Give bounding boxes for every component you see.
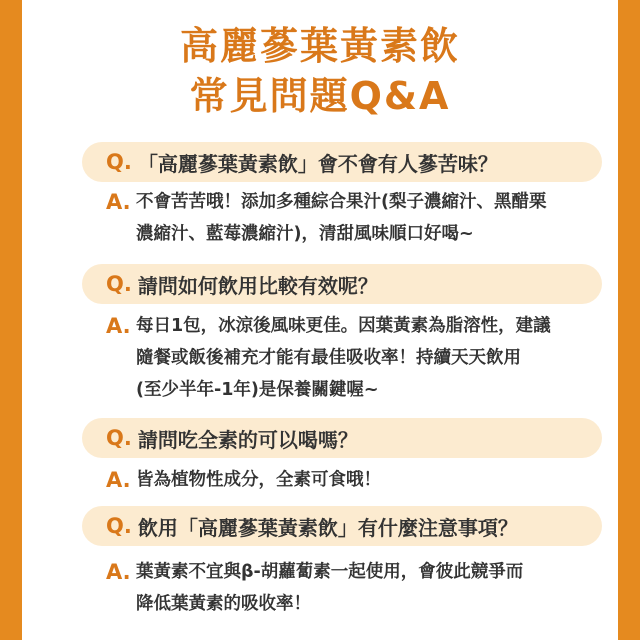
question-label: Q. [106,514,132,538]
question-label: Q. [106,426,132,450]
answer-line: 濃縮汁、藍莓濃縮汁)，清甜風味順口好喝~ [136,224,474,244]
question-bar-1 [82,142,602,182]
answer-line: 皆為植物性成分，全素可食哦！ [136,470,381,490]
page-title-line-1: 高麗蔘葉黃素飲 [179,24,460,68]
answer-line: 葉黃素不宜與β-胡蘿蔔素一起使用，會彼此競爭而 [136,562,524,582]
answer-line: 降低葉黃素的吸收率！ [136,594,311,614]
question-text: 「高麗蔘葉黃素飲」會不會有人蔘苦味？ [137,151,498,176]
question-label: Q. [106,150,132,174]
answer-line: 每日1包，冰涼後風味更佳。因葉黃素為脂溶性，建議 [136,316,551,336]
faq-card [22,0,618,640]
question-label: Q. [106,272,132,296]
answer-label: A. [106,314,131,338]
question-text: 請問吃全素的可以喝嗎？ [137,427,358,452]
answer-line: (至少半年-1年)是保養關鍵喔~ [136,380,379,400]
question-bar-2 [82,264,602,304]
answer-label: A. [106,190,131,214]
answer-line: 不會苦苦哦！添加多種綜合果汁(梨子濃縮汁、黑醋栗 [136,192,547,212]
answer-label: A. [106,560,131,584]
question-bar-3 [82,418,602,458]
answer-label: A. [106,468,131,492]
question-text: 請問如何飲用比較有效呢？ [137,273,378,298]
question-bar-4 [82,506,602,546]
answer-line: 隨餐或飯後補充才能有最佳吸收率！持續天天飲用 [136,348,521,368]
page-title-line-2: 常見問題Q&A [189,74,451,118]
question-text: 飲用「高麗蔘葉黃素飲」有什麼注意事項？ [137,515,518,540]
